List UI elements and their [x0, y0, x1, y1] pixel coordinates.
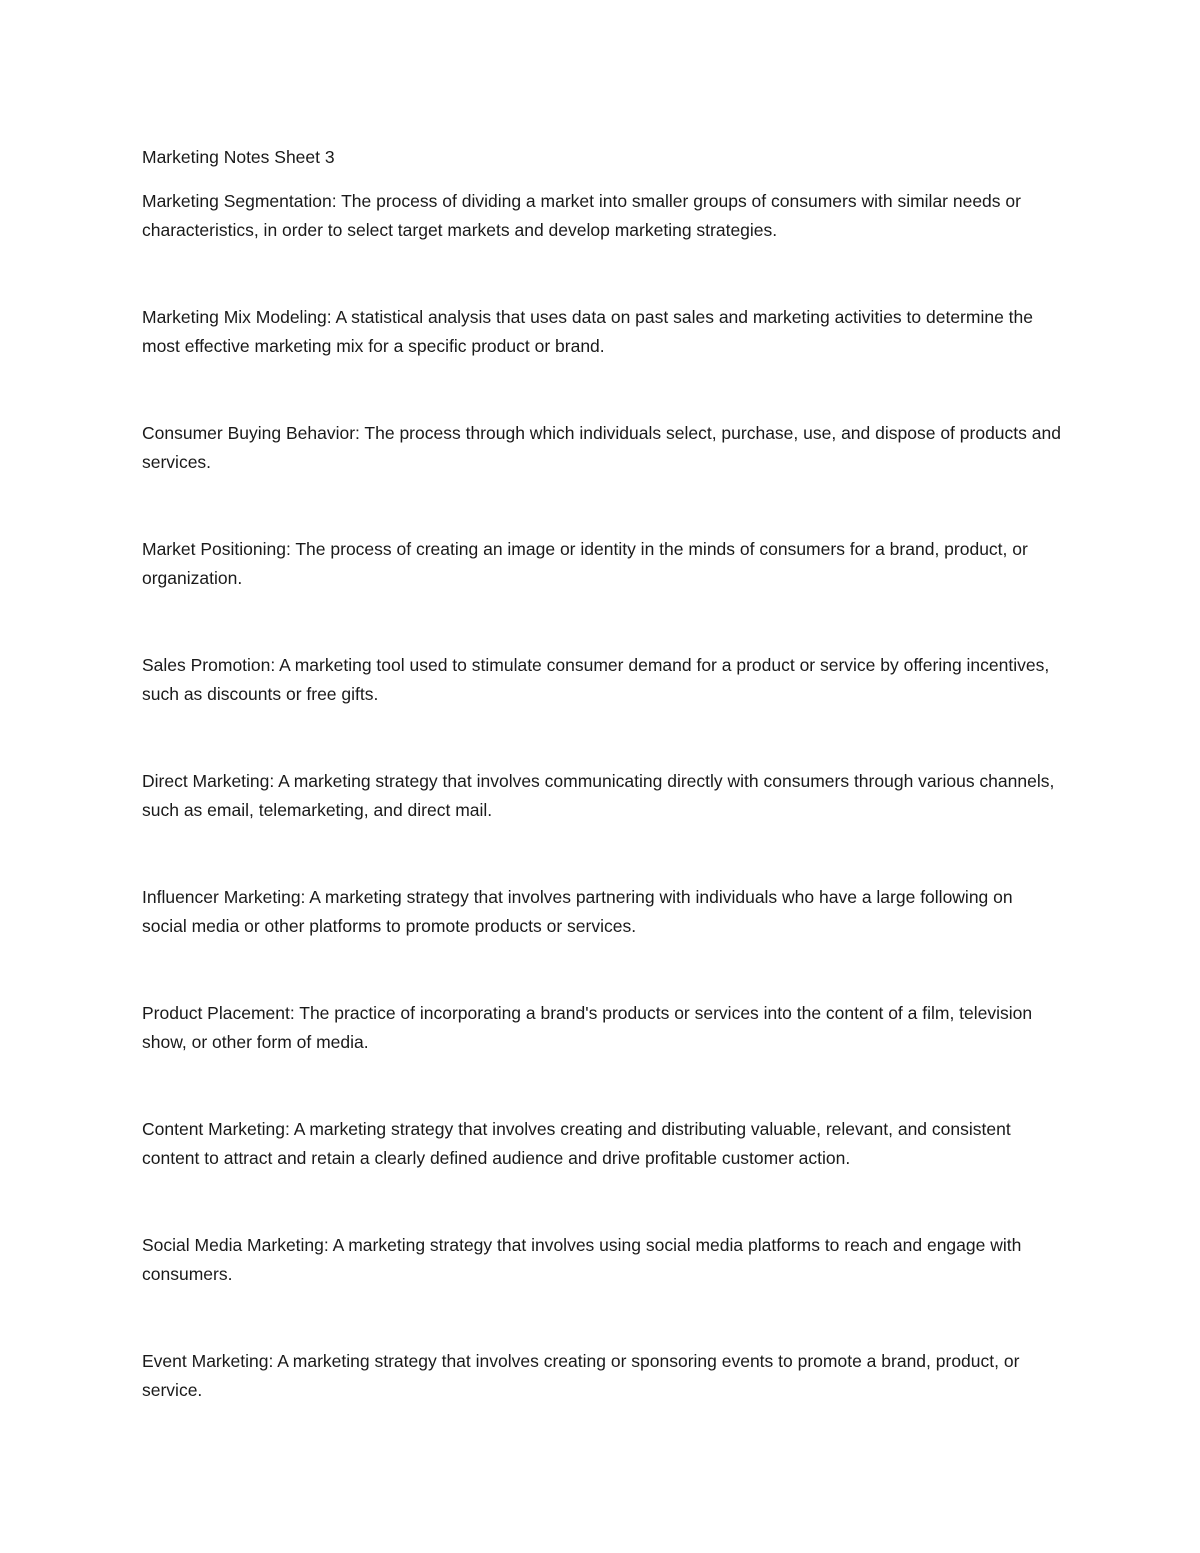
entry-sales-promotion: Sales Promotion: A marketing tool used to stimulate consumer demand for a product or service by offering incentives, such as discounts or free gifts. [142, 655, 1050, 704]
entry-content-marketing: Content Marketing: A marketing strategy that involves creating and distributing valuable, relevant, and consistent content to attract and retain a clearly defined audience and drive profitable customer action. [142, 1119, 1011, 1168]
document-body [142, 143, 1062, 1405]
entry-event-marketing: Event Marketing: A marketing strategy that involves creating or sponsoring events to promote a brand, product, or service. [142, 1351, 1020, 1400]
entry-product-placement: Product Placement: The practice of incorporating a brand's products or services into the content of a film, television show, or other form of media. [142, 1003, 1033, 1052]
entry-marketing-segmentation: Marketing Segmentation: The process of dividing a market into smaller groups of consumers with similar needs or characteristics, in order to select target markets and develop marketing strategies. [142, 191, 1021, 240]
document-title: Marketing Notes Sheet 3 [142, 147, 335, 167]
entry-consumer-buying-behavior: Consumer Buying Behavior: The process through which individuals select, purchase, use, and dispose of products and services. [142, 423, 1061, 472]
entry-influencer-marketing: Influencer Marketing: A marketing strategy that involves partnering with individuals who have a large following on social media or other platforms to promote products or services. [142, 887, 1013, 936]
entry-marketing-mix-modeling: Marketing Mix Modeling: A statistical analysis that uses data on past sales and marketing activities to determine the most effective marketing mix for a specific product or brand. [142, 307, 1034, 356]
entry-market-positioning: Market Positioning: The process of creating an image or identity in the minds of consumers for a brand, product, or organization. [142, 539, 1028, 588]
entry-direct-marketing: Direct Marketing: A marketing strategy that involves communicating directly with consumers through various channels, such as email, telemarketing, and direct mail. [142, 771, 1055, 820]
entry-social-media-marketing: Social Media Marketing: A marketing strategy that involves using social media platforms to reach and engage with consumers. [142, 1235, 1022, 1284]
